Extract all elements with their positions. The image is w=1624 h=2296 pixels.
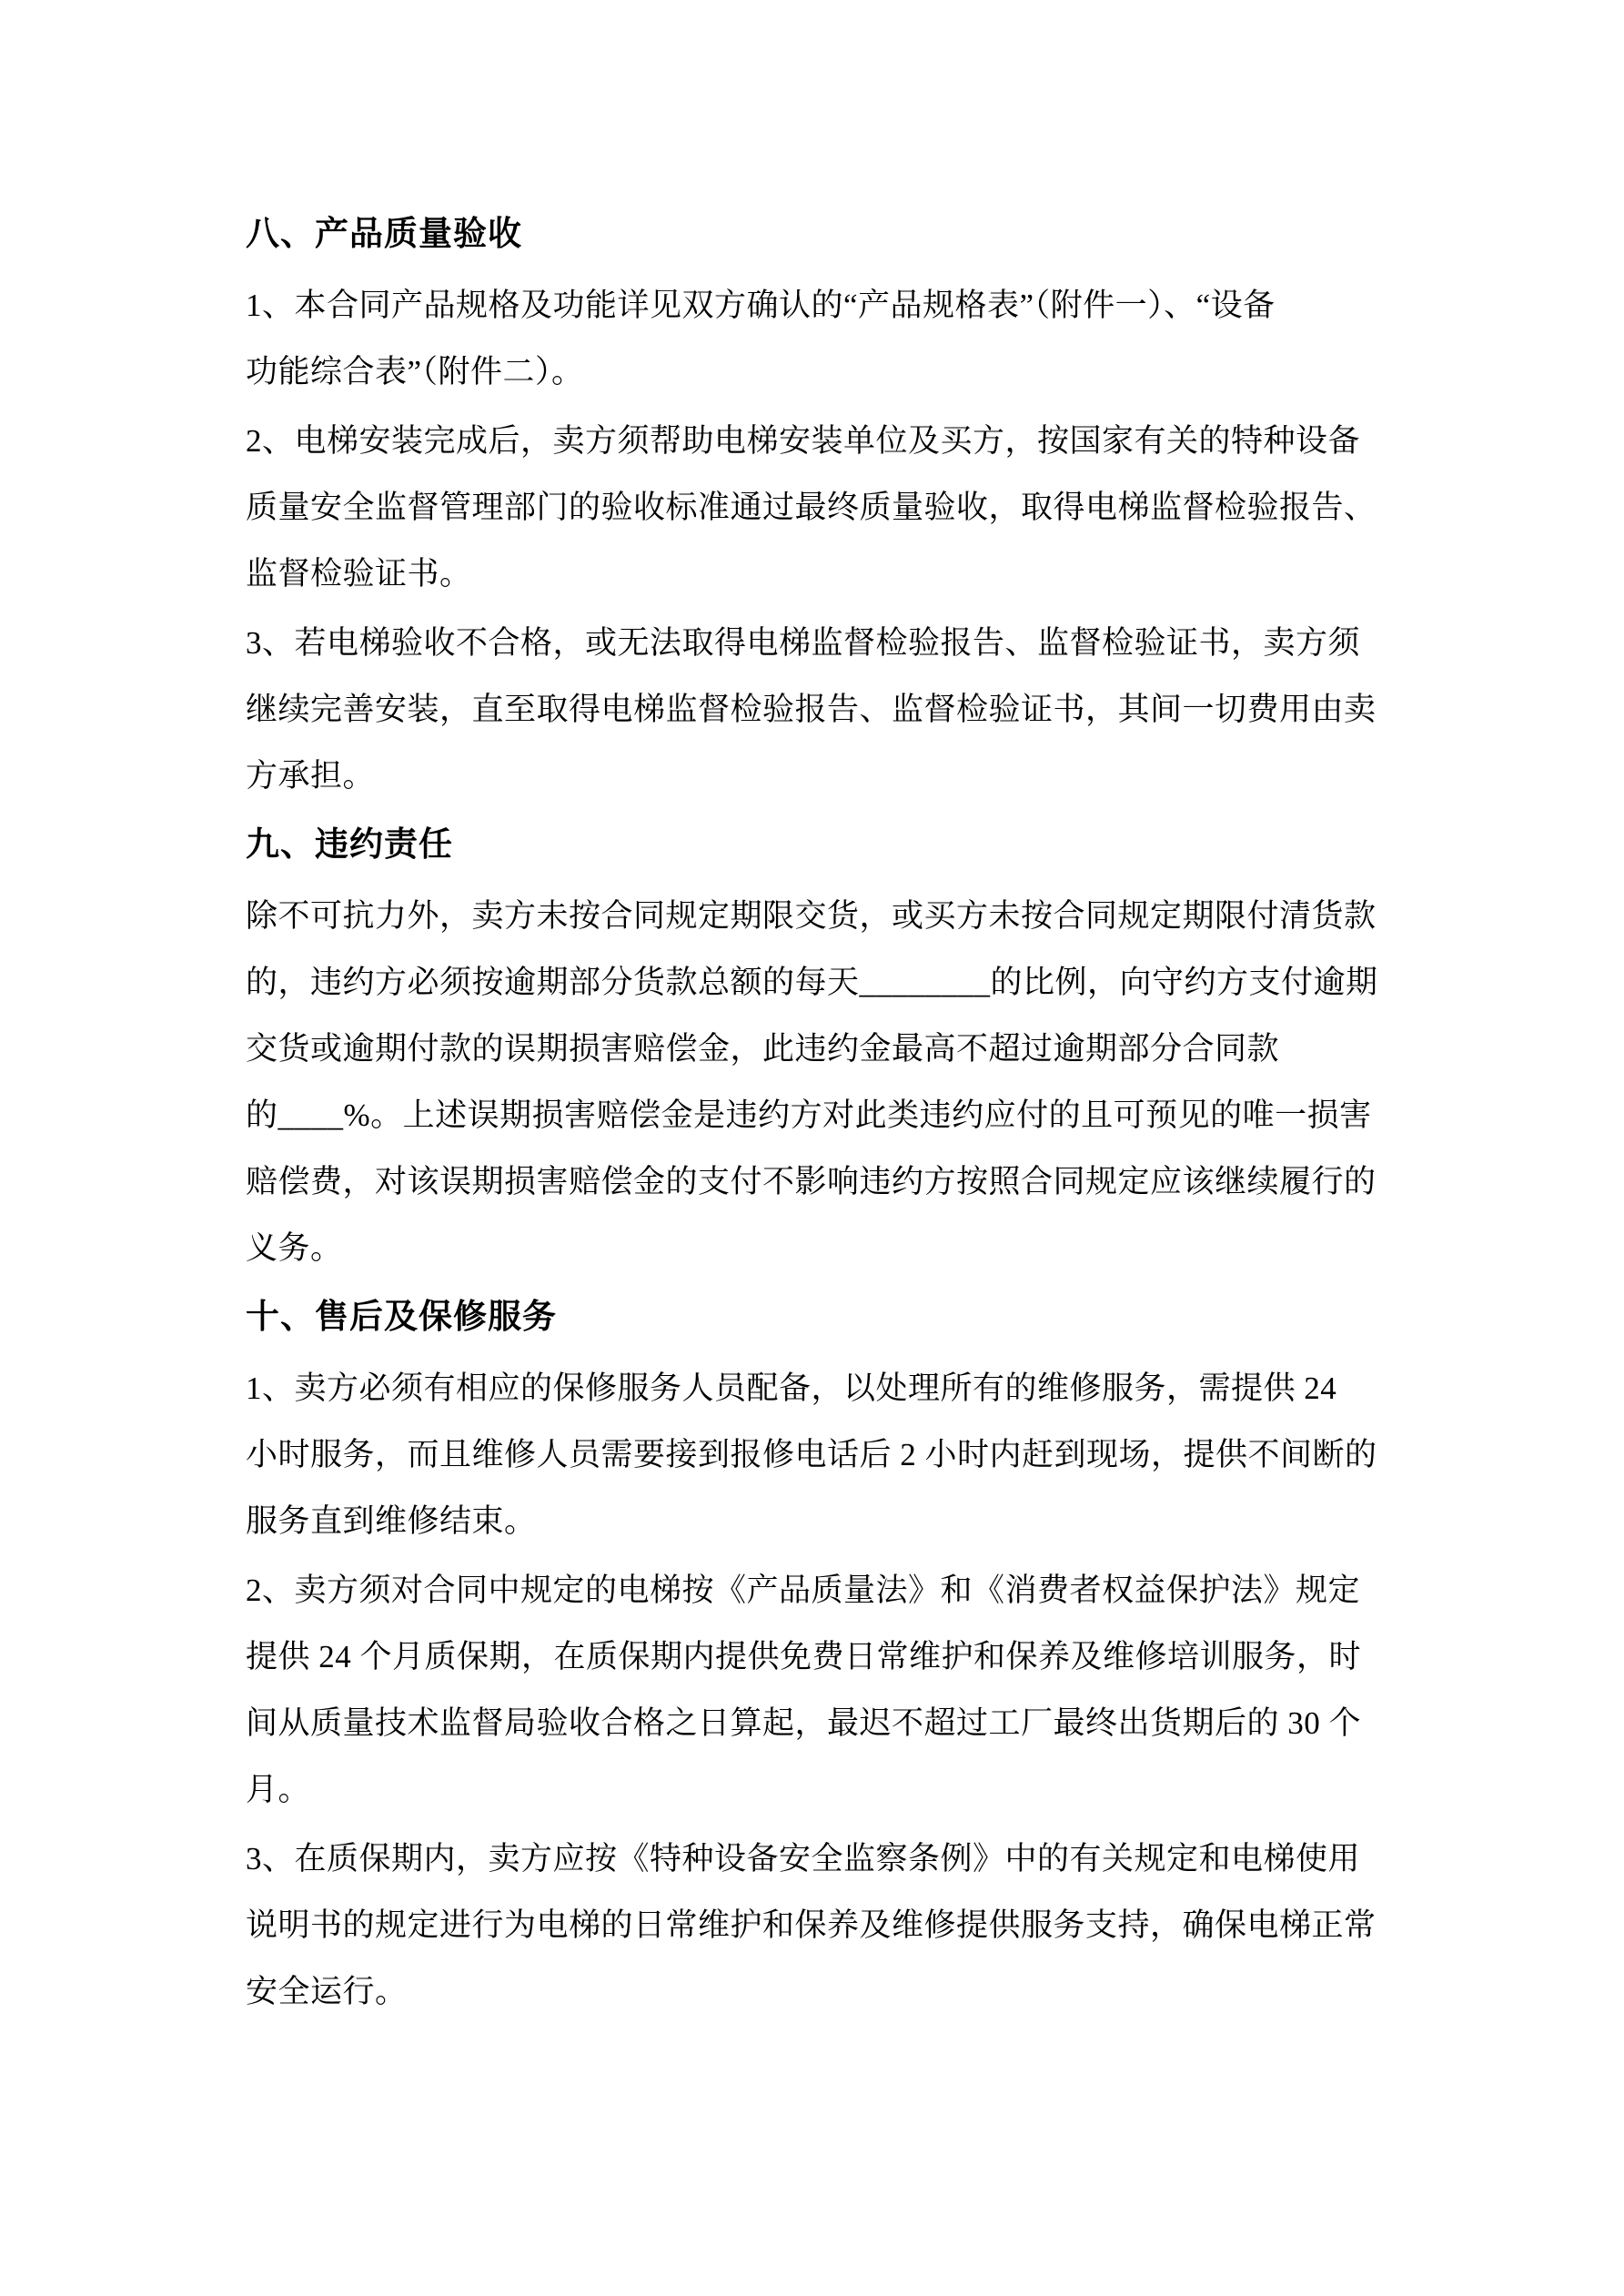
paragraph <box>246 408 1380 607</box>
paragraph-line: 安全运行。 <box>246 1974 408 2009</box>
paragraph-line: 赔偿费，对该误期损害赔偿金的支付不影响违约方按照合同规定应该继续履行的 <box>246 1164 1377 1199</box>
paragraph-line: 监督检验证书。 <box>246 556 472 592</box>
paragraph <box>246 1557 1380 1823</box>
paragraph-line: 2、卖方须对合同中规定的电梯按《产品质量法》和《消费者权益保护法》规定 <box>246 1573 1361 1608</box>
paragraph-line: 质量安全监督管理部门的验收标准通过最终质量验收，取得电梯监督检验报告、 <box>246 490 1377 525</box>
section-breach-liability <box>246 812 1380 1281</box>
paragraph-line-with-blank-fill: 的，违约方必须按逾期部分货款总额的每天________的比例，向守约方支付逾期 <box>246 965 1378 1000</box>
paragraph-line: 除不可抗力外，卖方未按合同规定期限交货，或买方未按合同规定期限付清货款 <box>246 898 1377 934</box>
paragraph-line: 义务。 <box>246 1230 343 1266</box>
paragraph-line: 提供 24 个月质保期，在质保期内提供免费日常维护和保养及维修培训服务，时 <box>246 1639 1362 1674</box>
paragraph-line: 继续完善安装，直至取得电梯监督检验报告、监督检验证书，其间一切费用由卖 <box>246 692 1377 727</box>
paragraph-line: 1、卖方必须有相应的保修服务人员配备，以处理所有的维修服务，需提供 24 <box>246 1371 1337 1406</box>
paragraph-line: 小时服务，而且维修人员需要接到报修电话后 2 小时内赶到现场，提供不间断的 <box>246 1437 1377 1472</box>
paragraph-line: 交货或逾期付款的误期损害赔偿金，此违约金最高不超过逾期部分合同款 <box>246 1031 1280 1067</box>
paragraph <box>246 610 1380 809</box>
section-heading: 十、售后及保修服务 <box>246 1299 557 1336</box>
section-product-quality-acceptance <box>246 201 1380 809</box>
paragraph-line: 说明书的规定进行为电梯的日常维护和保养及维修提供服务支持，确保电梯正常 <box>246 1907 1377 1943</box>
section-heading: 九、违约责任 <box>246 826 453 864</box>
paragraph <box>246 883 1380 1281</box>
paragraph <box>246 1355 1380 1554</box>
section-heading: 八、产品质量验收 <box>246 216 522 253</box>
paragraph-line: 服务直到维修结束。 <box>246 1503 537 1539</box>
paragraph-line: 1、本合同产品规格及功能详见双方确认的“产品规格表”（附件一）、“设备 <box>246 288 1276 323</box>
paragraph-line: 方承担。 <box>246 758 376 794</box>
paragraph-line: 间从质量技术监督局验收合格之日算起，最迟不超过工厂最终出货期后的 30 个 <box>246 1705 1362 1741</box>
paragraph-line: 2、电梯安装完成后，卖方须帮助电梯安装单位及买方，按国家有关的特种设备 <box>246 423 1361 459</box>
paragraph-line-with-blank-fill: 的____%。上述误期损害赔偿金是违约方对此类违约应付的且可预见的唯一损害 <box>246 1097 1372 1133</box>
paragraph-line: 月。 <box>246 1772 311 1807</box>
paragraph <box>246 1826 1380 2025</box>
paragraph-line: 功能综合表”（附件二）。 <box>246 354 584 389</box>
paragraph-line: 3、在质保期内，卖方应按《特种设备安全监察条例》中的有关规定和电梯使用 <box>246 1841 1361 1876</box>
paragraph <box>246 272 1380 405</box>
paragraph-line: 3、若电梯验收不合格，或无法取得电梯监督检验报告、监督检验证书，卖方须 <box>246 625 1361 661</box>
section-after-sales-warranty-service <box>246 1284 1380 2025</box>
